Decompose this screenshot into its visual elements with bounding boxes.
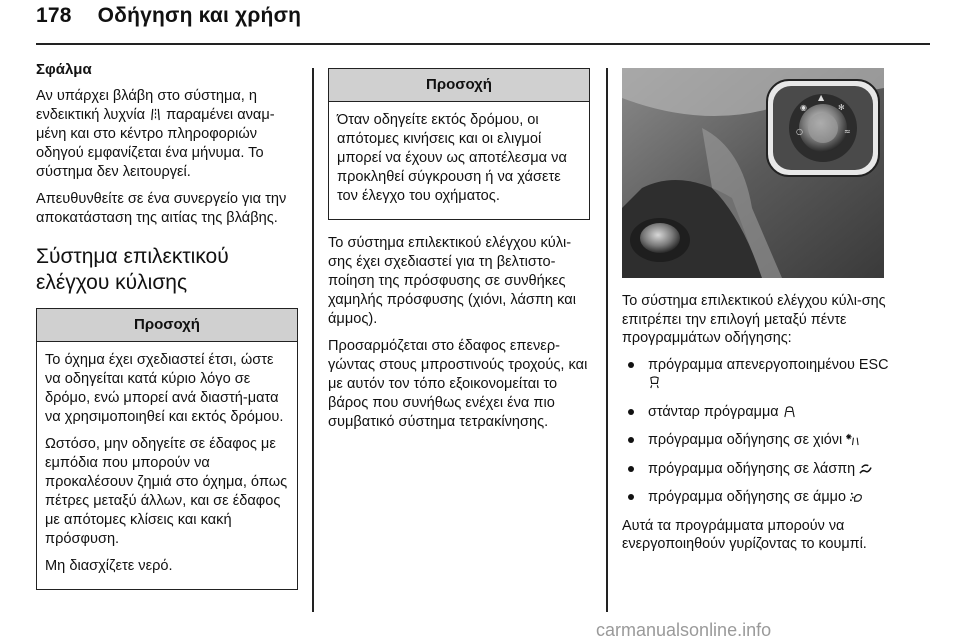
esc-off-icon: [648, 376, 661, 389]
column-right: [622, 292, 890, 562]
column-divider: [312, 68, 314, 612]
list-item: στάνταρ πρόγραμμα: [622, 403, 890, 422]
body-paragraph: Προσαρμόζεται στο έδαφος επενερ-γώντας στους μπροστινούς τροχούς, και με αυτόν τον τόπο εξοικονομείται το βάρος που συνήθως ενέχει ένα πιο συμβατικό σύστημα τετρακίνησης.: [328, 338, 588, 430]
page-title: Οδήγηση και χρήση: [97, 4, 302, 27]
warning-title: Προσοχή: [329, 69, 589, 102]
list-item: πρόγραμμα απενεργοποιημένου ESC: [622, 356, 890, 393]
page-header: [36, 4, 301, 28]
fault-heading: Σφάλμα: [36, 61, 92, 78]
warning-box-middle: [328, 68, 590, 220]
svg-text:▲: ▲: [818, 93, 825, 102]
warning-paragraph: Ωστόσο, μην οδηγείτε σε έδαφος με εμπόδια που μπορούν να προκαλέσουν ζημιά στο όχημα, όπως πέτρες μεταξύ άλλων, και σε έδαφος με απότομες κλίσεις και κακή πρόσφυση.: [45, 436, 288, 547]
snow-mode-icon: [846, 433, 859, 446]
list-item: πρόγραμμα οδήγησης σε χιόνι: [622, 431, 890, 450]
section-heading: Σύστημα επιλεκτικού ελέγχου κύλισης: [36, 245, 229, 294]
warning-box-left: [36, 308, 298, 590]
body-paragraph: Το σύστημα επιλεκτικού ελέγχου κύλι-σης έχει σχεδιαστεί για τη βελτιστο-ποίηση της πρόσφυσης σε συνθήκες χαμηλής πρόσφυσης (χιόνι, λάσπη και άμμος).: [328, 235, 576, 327]
traction-off-icon: [149, 108, 162, 121]
watermark: carmanualsonline.info: [596, 620, 772, 640]
warning-title: Προσοχή: [37, 309, 297, 342]
header-rule: [36, 43, 930, 45]
list-item: πρόγραμμα οδήγησης σε άμμο: [622, 488, 890, 507]
standard-mode-icon: [783, 405, 796, 418]
outro-paragraph: Αυτά τα προγράμματα μπορούν να ενεργοποιηθούν γυρίζοντας το κουμπί.: [622, 517, 867, 552]
warning-paragraph: Μη διασχίζετε νερό.: [45, 558, 173, 574]
list-item: πρόγραμμα οδήγησης σε λάσπη: [622, 460, 890, 479]
svg-text:≈: ≈: [844, 127, 851, 136]
svg-text:✻: ✻: [838, 103, 845, 112]
page-number: 178: [36, 4, 72, 27]
svg-text:◉: ◉: [800, 103, 807, 112]
sand-mode-icon: [850, 490, 863, 503]
intro-paragraph: Το σύστημα επιλεκτικού ελέγχου κύλι-σης επιτρέπει την επιλογή μεταξύ πέντε προγραμμάτων οδήγησης:: [622, 293, 886, 346]
column-middle: [328, 68, 592, 440]
mud-mode-icon: [859, 462, 872, 475]
traction-control-knob-photo: [622, 68, 884, 278]
drive-mode-list: [622, 356, 890, 507]
fault-paragraph-1: Αν υπάρχει βλάβη στο σύστημα, η ενδεικτική λυχνία παραμένει αναμ-μένη και στο κέντρο πληροφοριών οδηγού εμφανίζεται ένα μήνυμα. Το σύστημα δεν λειτουργεί.: [36, 88, 275, 180]
column-left: [36, 60, 298, 590]
warning-paragraph: Το όχημα έχει σχεδιαστεί έτσι, ώστε να οδηγείται κατά κύριο λόγο σε δρόμο, ενώ μπορεί ανά διαστή-ματα να χρησιμοποιηθεί και εκτός δρόμου.: [45, 352, 284, 425]
warning-paragraph: Όταν οδηγείτε εκτός δρόμου, οι απότομες κινήσεις και οι ελιγμοί μπορεί να έχουν ως αποτέλεσμα να προκληθεί σύγκρουση ή να χάσετε τον έλεγχο του οχήματος.: [337, 112, 567, 204]
fault-paragraph-2: Απευθυνθείτε σε ένα συνεργείο για την αποκατάσταση της αιτίας της βλάβης.: [36, 191, 287, 226]
column-divider: [606, 68, 608, 612]
svg-text:○: ○: [796, 127, 803, 136]
